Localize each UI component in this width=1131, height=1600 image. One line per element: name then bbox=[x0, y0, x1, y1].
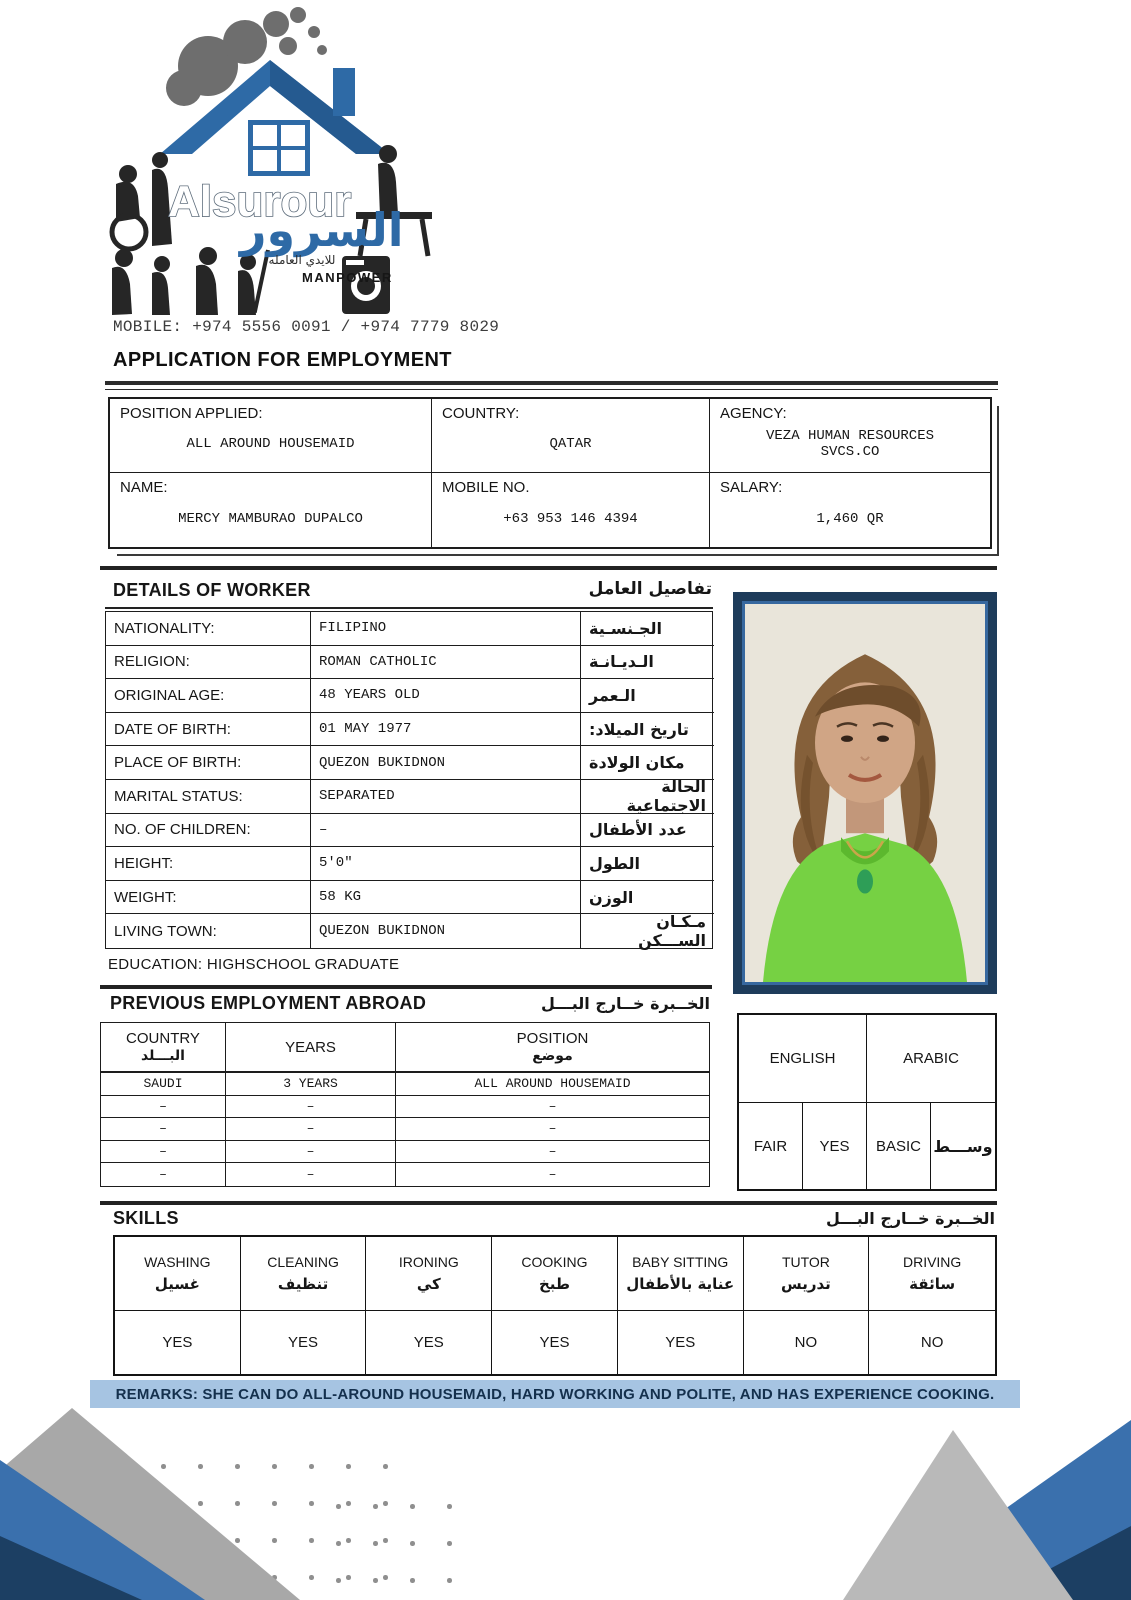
skills-heading: SKILLS bbox=[113, 1208, 179, 1228]
skill-value: YES bbox=[115, 1311, 241, 1374]
employment-country: – bbox=[101, 1141, 226, 1164]
detail-arabic: الحالة الاجتماعية bbox=[581, 780, 714, 814]
skill-label-arabic: تدريس bbox=[781, 1275, 831, 1293]
skills-table bbox=[113, 1235, 997, 1376]
detail-value: ROMAN CATHOLIC bbox=[311, 646, 581, 680]
detail-value: QUEZON BUKIDNON bbox=[311, 914, 581, 948]
skill-header bbox=[744, 1237, 870, 1311]
position-applied-value: ALL AROUND HOUSEMAID bbox=[186, 436, 355, 452]
column-header-position bbox=[396, 1023, 709, 1073]
previous-employment-heading: PREVIOUS EMPLOYMENT ABROAD bbox=[110, 993, 427, 1013]
language-english-header: ENGLISH bbox=[739, 1015, 867, 1103]
name-cell bbox=[110, 473, 432, 547]
skill-label: DRIVING bbox=[902, 1254, 962, 1270]
agency-value: VEZA HUMAN RESOURCES SVCS.CO bbox=[765, 428, 935, 460]
application-summary-table bbox=[108, 397, 992, 549]
language-arabic-header: ARABIC bbox=[867, 1015, 995, 1103]
country-value: QATAR bbox=[549, 436, 592, 452]
employment-years: – bbox=[226, 1141, 396, 1164]
country-label: COUNTRY: bbox=[442, 405, 520, 422]
details-heading: DETAILS OF WORKER bbox=[113, 580, 311, 600]
salary-cell bbox=[710, 473, 990, 547]
dot-grid-decoration bbox=[310, 1478, 480, 1596]
skill-value: YES bbox=[241, 1311, 367, 1374]
details-heading-arabic: تفاصيل العامل bbox=[588, 579, 712, 599]
detail-value: SEPARATED bbox=[311, 780, 581, 814]
salary-value: 1,460 QR bbox=[816, 510, 884, 527]
logo-latin-wordmark: Alsurour bbox=[168, 177, 352, 226]
detail-label: RELIGION: bbox=[106, 646, 311, 680]
title-rule-thick bbox=[105, 381, 998, 385]
detail-label: LIVING TOWN: bbox=[106, 914, 311, 948]
skill-header bbox=[366, 1237, 492, 1311]
agency-cell bbox=[710, 399, 990, 473]
mobile-no-value: +63 953 146 4394 bbox=[503, 510, 638, 527]
page-title: APPLICATION FOR EMPLOYMENT bbox=[113, 349, 452, 371]
mobile-no-cell bbox=[432, 473, 710, 547]
corner-decoration-left bbox=[0, 1408, 300, 1600]
detail-arabic: عدد الأطفال bbox=[581, 814, 714, 848]
skill-value: NO bbox=[920, 1334, 944, 1351]
employment-position: – bbox=[396, 1096, 709, 1119]
detail-arabic: الطول bbox=[581, 847, 714, 881]
employment-country: – bbox=[101, 1096, 226, 1119]
position-header-label: POSITION bbox=[516, 1030, 589, 1047]
agency-label: AGENCY: bbox=[720, 405, 787, 422]
skill-value: YES bbox=[618, 1311, 744, 1374]
skill-label: WASHING bbox=[144, 1254, 211, 1270]
detail-label: NO. OF CHILDREN: bbox=[106, 814, 311, 848]
employment-years: 3 YEARS bbox=[226, 1073, 396, 1096]
skill-label-arabic: كي bbox=[416, 1275, 441, 1293]
detail-label: MARITAL STATUS: bbox=[106, 780, 311, 814]
column-header-years bbox=[226, 1023, 396, 1073]
skill-header bbox=[618, 1237, 744, 1311]
years-header-label: YEARS bbox=[285, 1038, 336, 1056]
employment-country: – bbox=[101, 1163, 226, 1186]
section-rule bbox=[100, 566, 997, 570]
detail-label: PLACE OF BIRTH: bbox=[106, 746, 311, 780]
detail-value: 5'0" bbox=[311, 847, 581, 881]
skill-label: CLEANING bbox=[267, 1254, 339, 1270]
corner-decoration-right bbox=[821, 1408, 1131, 1600]
agency-logo bbox=[90, 4, 470, 319]
title-rule-thin bbox=[105, 389, 998, 390]
skill-label-arabic: عناية بالأطفال bbox=[626, 1275, 735, 1293]
logo-manpower-label: MANPOWER bbox=[302, 270, 393, 285]
employment-years: – bbox=[226, 1118, 396, 1141]
arabic-level-arabic: وســـط bbox=[933, 1136, 993, 1156]
employment-position: – bbox=[396, 1118, 709, 1141]
detail-value: 58 KG bbox=[311, 881, 581, 915]
skill-header bbox=[115, 1237, 241, 1311]
detail-arabic: الـديـانـة bbox=[581, 646, 714, 680]
detail-label: WEIGHT: bbox=[106, 881, 311, 915]
previous-employment-table bbox=[100, 1022, 710, 1187]
details-table bbox=[105, 611, 713, 949]
employment-position: ALL AROUND HOUSEMAID bbox=[396, 1073, 709, 1096]
employment-country: SAUDI bbox=[101, 1073, 226, 1096]
mobile-no-label: MOBILE NO. bbox=[442, 479, 530, 496]
detail-value: 48 YEARS OLD bbox=[311, 679, 581, 713]
detail-arabic: مكان الولادة bbox=[581, 746, 714, 780]
caregiver-wheelchair-silhouette-icon bbox=[112, 152, 172, 249]
education-line: EDUCATION: HIGHSCHOOL GRADUATE bbox=[108, 956, 400, 973]
name-label: NAME: bbox=[120, 479, 168, 496]
english-level: FAIR bbox=[739, 1103, 803, 1189]
skill-label-arabic: غسيل bbox=[154, 1275, 200, 1293]
languages-table bbox=[737, 1013, 997, 1191]
detail-label: ORIGINAL AGE: bbox=[106, 679, 311, 713]
skill-label: TUTOR bbox=[781, 1254, 830, 1270]
employment-years: – bbox=[226, 1163, 396, 1186]
skill-value: YES bbox=[366, 1311, 492, 1374]
name-value: MERCY MAMBURAO DUPALCO bbox=[178, 510, 363, 527]
english-value: YES bbox=[803, 1103, 867, 1189]
detail-arabic: الوزن bbox=[581, 881, 714, 915]
skill-label: IRONING bbox=[398, 1254, 459, 1270]
detail-arabic: مـكـان الســـكن bbox=[638, 912, 706, 951]
agency-mobile-numbers: MOBILE: +974 5556 0091 / +974 7779 8029 bbox=[113, 318, 500, 336]
logo-arabic-tagline: للايدي العامله bbox=[268, 253, 336, 267]
skill-value: NO bbox=[744, 1311, 870, 1374]
detail-value: – bbox=[311, 814, 581, 848]
position-applied-cell bbox=[110, 399, 432, 473]
arabic-level: BASIC bbox=[867, 1103, 931, 1189]
skill-value: YES bbox=[492, 1311, 618, 1374]
detail-arabic: تاريخ الميلاد: bbox=[581, 713, 714, 747]
country-header-label: COUNTRY bbox=[126, 1030, 200, 1047]
detail-arabic: الجـنسـية bbox=[581, 612, 714, 646]
employment-years: – bbox=[226, 1096, 396, 1119]
skill-header bbox=[241, 1237, 367, 1311]
worker-photo bbox=[733, 592, 997, 994]
detail-arabic: الـعمر bbox=[581, 679, 714, 713]
detail-label: DATE OF BIRTH: bbox=[106, 713, 311, 747]
skill-header bbox=[492, 1237, 618, 1311]
detail-label: HEIGHT: bbox=[106, 847, 311, 881]
skill-label-arabic: طبخ bbox=[538, 1275, 571, 1293]
skill-label-arabic: سائقة bbox=[909, 1275, 956, 1293]
skill-label-arabic: تنظيف bbox=[277, 1275, 329, 1293]
skill-label: COOKING bbox=[521, 1254, 588, 1270]
detail-label: NATIONALITY: bbox=[106, 612, 311, 646]
skills-heading-arabic: الخــبرة خــارج البـــل bbox=[826, 1209, 995, 1228]
previous-employment-heading-arabic: الخــبرة خــارج البـــل bbox=[541, 994, 710, 1013]
skill-label: BABY SITTING bbox=[632, 1254, 729, 1270]
skill-header bbox=[869, 1237, 995, 1311]
remarks-banner: REMARKS: SHE CAN DO ALL-AROUND HOUSEMAID, HARD WORKING AND POLITE, AND HAS EXPERIENCE COOKING. bbox=[90, 1380, 1020, 1408]
position-header-arabic: موضع bbox=[532, 1048, 573, 1064]
detail-value: FILIPINO bbox=[311, 612, 581, 646]
country-header-arabic: البـــلد bbox=[141, 1048, 185, 1064]
details-heading-rule bbox=[105, 607, 713, 609]
detail-value: QUEZON BUKIDNON bbox=[311, 746, 581, 780]
position-applied-label: POSITION APPLIED: bbox=[120, 405, 263, 422]
section-rule bbox=[100, 1201, 997, 1205]
detail-value: 01 MAY 1977 bbox=[311, 713, 581, 747]
salary-label: SALARY: bbox=[720, 479, 783, 496]
column-header-country bbox=[101, 1023, 226, 1073]
section-rule bbox=[100, 985, 712, 989]
employment-position: – bbox=[548, 1166, 557, 1182]
logo-arabic-wordmark: السرور bbox=[240, 203, 404, 257]
country-cell bbox=[432, 399, 710, 473]
employment-country: – bbox=[101, 1118, 226, 1141]
employment-position: – bbox=[396, 1141, 709, 1164]
